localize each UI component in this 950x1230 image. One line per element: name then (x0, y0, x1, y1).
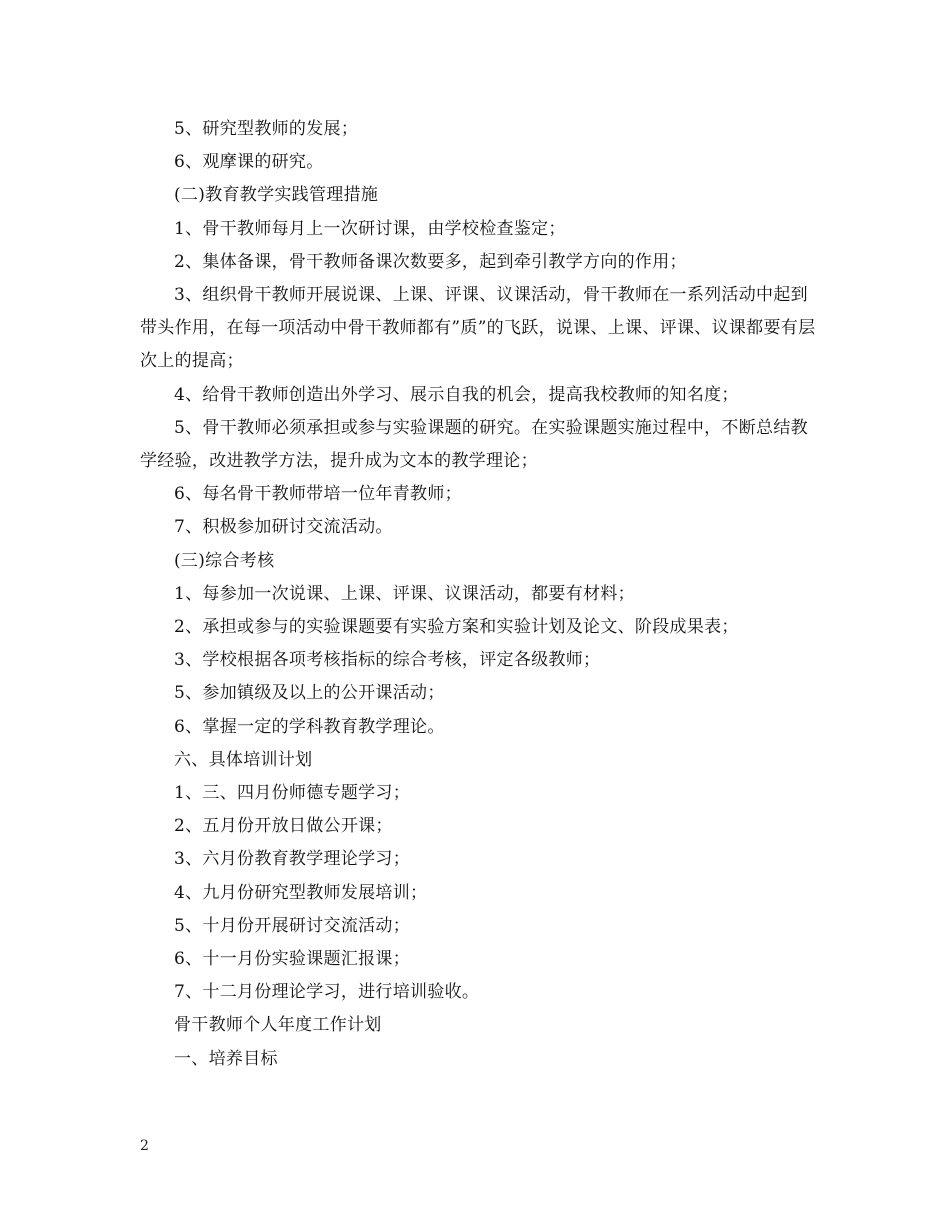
paragraph: 7、十二月份理论学习，进行培训验收。 (174, 982, 480, 1003)
paragraph: 3、六月份教育教学理论学习； (174, 849, 411, 870)
paragraph: 6、十一月份实验课题汇报课； (174, 949, 411, 970)
section-heading: (三)综合考核 (174, 550, 275, 571)
paragraph: 4、给骨干教师创造出外学习、展示自我的机会，提高我校教师的知名度； (174, 384, 739, 405)
paragraph: 6、每名骨干教师带培一位年青教师； (174, 484, 462, 505)
paragraph: 7、积极参加研讨交流活动。 (174, 517, 393, 538)
paragraph: 3、学校根据各项考核指标的综合考核，评定各级教师； (174, 650, 601, 671)
paragraph: 2、五月份开放日做公开课； (174, 816, 393, 837)
paragraph: 5、参加镇级及以上的公开课活动； (174, 683, 445, 704)
document-title: 骨干教师个人年度工作计划 (174, 1015, 382, 1036)
paragraph: 3、组织骨干教师开展说课、上课、评课、议课活动，骨干教师在一系列活动中起到带头作用，在每一项活动中骨干教师都有”质”的飞跃，说课、上课、评课、议课都要有层次上的提高； (140, 285, 816, 372)
paragraph: 2、集体备课，骨干教师备课次数要多，起到牵引教学方向的作用； (174, 251, 687, 272)
section-heading: (二)教育教学实践管理措施 (174, 185, 379, 206)
paragraph: 4、九月份研究型教师发展培训； (174, 882, 428, 903)
document-body (140, 113, 825, 1076)
paragraph: 5、骨干教师必须承担或参与实验课题的研究。在实验课题实施过程中，不断总结教学经验，改进教学方法，提升成为文本的教学理论； (140, 417, 808, 472)
section-heading: 六、具体培训计划 (174, 749, 313, 770)
paragraph: 2、承担或参与的实验课题要有实验方案和实验计划及论文、阶段成果表； (174, 617, 739, 638)
paragraph: 1、每参加一次说课、上课、评课、议课活动，都要有材料； (174, 583, 635, 604)
paragraph: 5、研究型教师的发展； (174, 119, 359, 139)
page-number: 2 (140, 1138, 149, 1154)
paragraph: 6、掌握一定的学科教育教学理论。 (174, 716, 445, 737)
paragraph: 5、十月份开展研讨交流活动； (174, 915, 411, 936)
paragraph: 6、观摩课的研究。 (174, 152, 324, 173)
section-heading: 一、培养目标 (174, 1048, 278, 1069)
paragraph: 1、三、四月份师德专题学习； (174, 783, 411, 804)
paragraph: 1、骨干教师每月上一次研讨课，由学校检查鉴定； (174, 218, 566, 239)
